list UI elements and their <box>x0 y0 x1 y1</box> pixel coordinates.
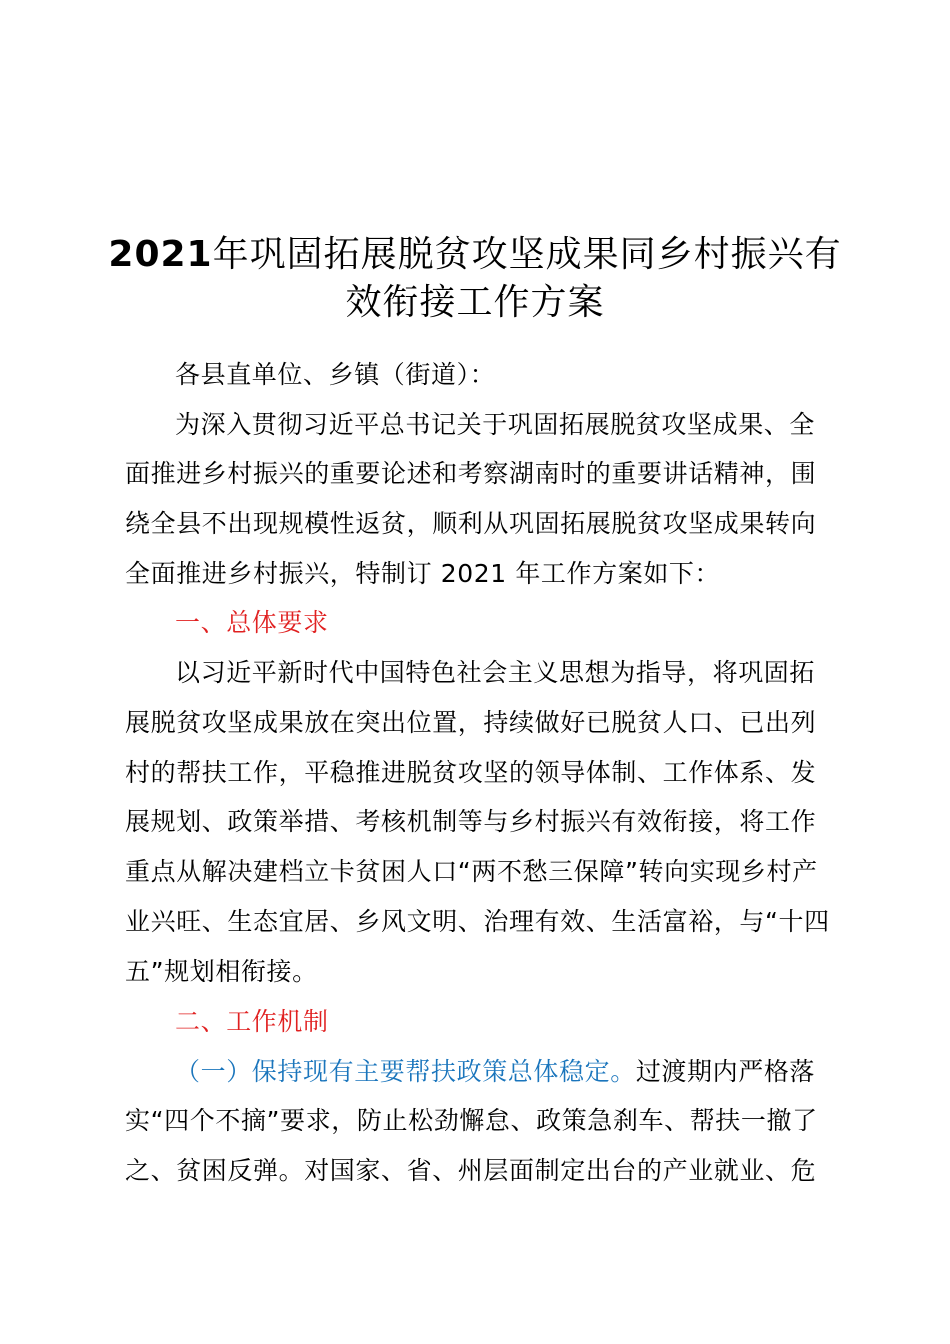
section1-line: 重点从解决建档立卡贫困人口“两不愁三保障”转向实现乡村产 <box>125 857 818 886</box>
intro-line: 为深入贯彻习近平总书记关于巩固拓展脱贫攻坚成果、全 <box>175 410 816 439</box>
section-heading-overall-requirements: 一、总体要求 <box>175 608 329 637</box>
section1-line: 业兴旺、生态宜居、乡风文明、治理有效、生活富裕，与“十四 <box>125 907 830 936</box>
salutation: 各县直单位、乡镇（街道）： <box>175 360 496 389</box>
intro-line: 绕全县不出现规模性返贫，顺利从巩固拓展脱贫攻坚成果转向 <box>125 509 817 538</box>
subsection1-text: 过渡期内严格落 <box>635 1057 816 1086</box>
title-text: 年巩固拓展脱贫攻坚成果同乡村振兴有 <box>212 234 842 275</box>
intro-line: 面推进乡村振兴的重要论述和考察湖南时的重要讲话精神，围 <box>125 459 817 488</box>
section-heading-work-mechanism: 二、工作机制 <box>175 1007 329 1036</box>
document-title-line-2: 效衔接工作方案 <box>345 282 605 323</box>
section1-line: 村的帮扶工作，平稳推进脱贫攻坚的领导体制、工作体系、发 <box>125 758 817 787</box>
subsection-heading-keep-policies-stable: （一）保持现有主要帮扶政策总体稳定。 <box>175 1057 636 1086</box>
intro-line: 全面推进乡村振兴，特制订 2021 年工作方案如下： <box>125 559 721 588</box>
section1-line: 五”规划相衔接。 <box>125 957 318 986</box>
subsection1-first-line <box>175 1054 815 1090</box>
section1-line: 展脱贫攻坚成果放在突出位置，持续做好已脱贫人口、已出列 <box>125 708 817 737</box>
document-title-line-1 <box>60 228 890 282</box>
title-year: 2021 <box>108 234 213 275</box>
subsection1-line: 实“四个不摘”要求，防止松劲懈怠、政策急刹车、帮扶一撤了 <box>125 1106 818 1135</box>
section1-line: 以习近平新时代中国特色社会主义思想为指导，将巩固拓 <box>175 658 816 687</box>
section1-line: 展规划、政策举措、考核机制等与乡村振兴有效衔接，将工作 <box>125 807 817 836</box>
subsection1-line: 之、贫困反弹。对国家、省、州层面制定出台的产业就业、危 <box>125 1156 817 1185</box>
